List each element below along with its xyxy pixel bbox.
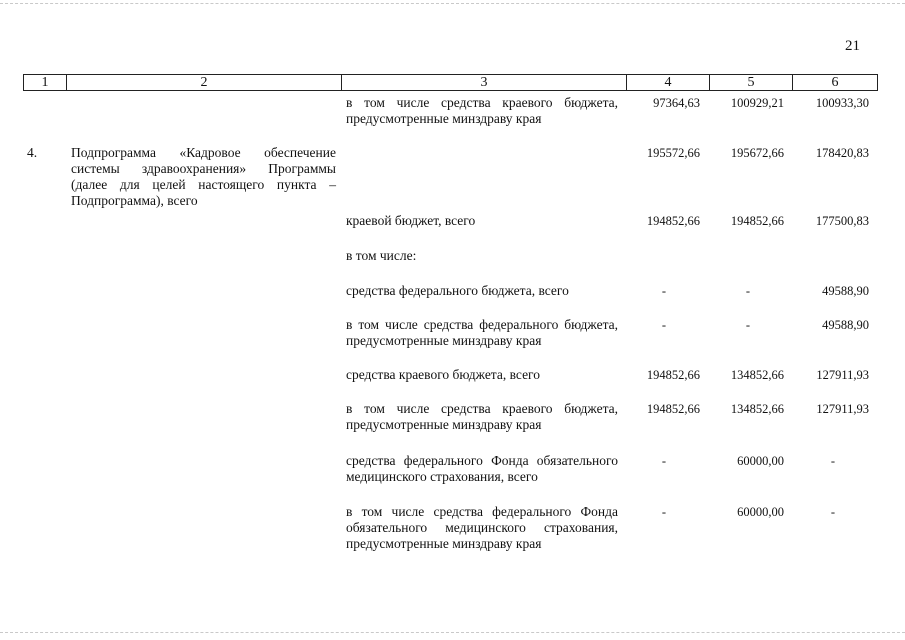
item-total-6: 178420,83 <box>815 146 869 160</box>
column-header-1: 1 <box>23 74 67 91</box>
row-value-6: 127911,93 <box>816 368 869 382</box>
bottom-edge-line <box>0 632 905 633</box>
continued-row-value-4: 97364,63 <box>653 96 700 110</box>
row-description: в том числе средства федерального бюджета, предусмотренные минздраву края <box>346 317 618 348</box>
row-value-6: 49588,90 <box>822 284 869 298</box>
row-value-5: 134852,66 <box>730 402 784 416</box>
item-total-4: 195572,66 <box>646 146 700 160</box>
row-value-4: 194852,66 <box>646 214 700 228</box>
row-value-4: - <box>661 505 667 519</box>
row-value-6: - <box>830 505 836 519</box>
row-description: средства федерального Фонда обязательного медицинского страхования, всего <box>346 453 618 484</box>
column-header-5: 5 <box>709 74 793 91</box>
row-value-6: 177500,83 <box>815 214 869 228</box>
continued-row-description: в том числе средства краевого бюджета, предусмотренные минздраву края <box>346 95 618 126</box>
continued-row-value-6: 100933,30 <box>815 96 869 110</box>
column-header-2: 2 <box>66 74 342 91</box>
row-value-4: - <box>661 318 667 332</box>
row-description: в том числе средства федерального Фонда обязательного медицинского страхования, предусмотренные минздраву края <box>346 504 618 551</box>
row-description: в том числе средства краевого бюджета, предусмотренные минздраву края <box>346 401 618 432</box>
row-description: в том числе: <box>346 248 417 263</box>
continued-row-value-5: 100929,21 <box>730 96 784 110</box>
row-value-5: - <box>745 284 751 298</box>
row-value-4: 194852,66 <box>646 368 700 382</box>
row-value-6: 49588,90 <box>822 318 869 332</box>
column-header-6: 6 <box>792 74 878 91</box>
row-value-4: 194852,66 <box>646 402 700 416</box>
row-description: краевой бюджет, всего <box>346 213 476 228</box>
item-title: Подпрограмма «Кадровое обеспечение системы здравоохранения» Программы (далее для целей настоящего пункта – Подпрограмма), всего <box>71 145 336 208</box>
item-number: 4. <box>27 145 38 160</box>
row-value-5: 60000,00 <box>737 454 784 468</box>
row-value-4: - <box>661 284 667 298</box>
row-value-6: - <box>830 454 836 468</box>
row-value-5: 134852,66 <box>730 368 784 382</box>
top-edge-line <box>0 3 905 4</box>
row-value-6: 127911,93 <box>816 402 869 416</box>
row-value-5: - <box>745 318 751 332</box>
row-description: средства краевого бюджета, всего <box>346 367 541 382</box>
row-value-4: - <box>661 454 667 468</box>
column-header-3: 3 <box>341 74 627 91</box>
row-value-5: 194852,66 <box>730 214 784 228</box>
column-header-4: 4 <box>626 74 710 91</box>
page-number: 21 <box>845 38 860 54</box>
row-value-5: 60000,00 <box>737 505 784 519</box>
row-description: средства федерального бюджета, всего <box>346 283 569 298</box>
item-total-5: 195672,66 <box>730 146 784 160</box>
